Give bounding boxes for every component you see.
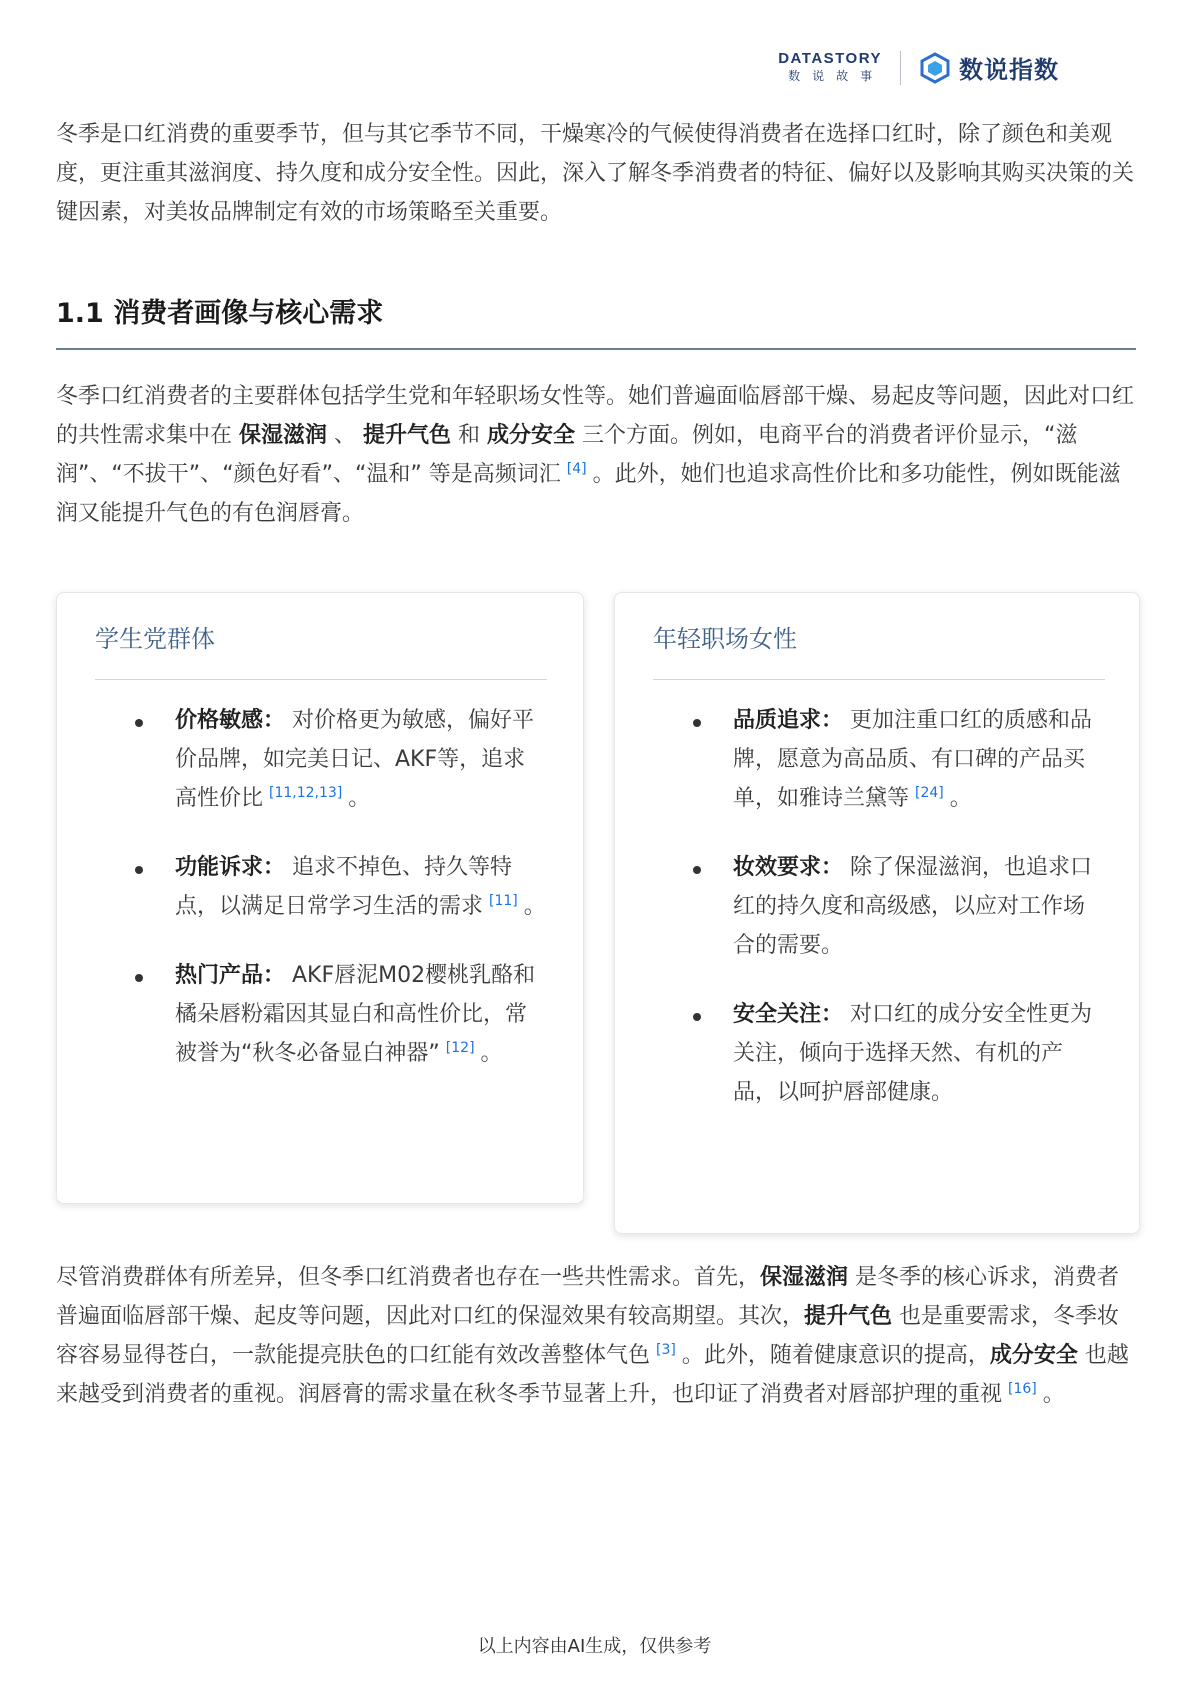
card-title: 年轻职场女性 <box>653 625 797 653</box>
header-divider <box>900 51 901 85</box>
p3-text: 。 <box>1042 1382 1065 1407</box>
item-text: 更加注重口红的质感和品牌，愿意为高品质、有口碑的产品买单，如雅诗兰黛等 <box>733 708 1093 811</box>
card-title: 学生党群体 <box>95 625 215 653</box>
datastory-logo <box>778 49 885 85</box>
p2-text: 。此外，她们也追求高性价比和多功能性，例如既能滋润又能提升气色的有色润唇膏。 <box>56 462 1121 526</box>
datastory-logo-en: DATASTORY <box>778 49 882 67</box>
citation-link[interactable]: [11] <box>489 892 518 909</box>
item-label: 价格敏感： <box>175 708 286 733</box>
page-header <box>778 50 1059 85</box>
p3-bold-complexion: 提升气色 <box>804 1304 893 1329</box>
p3-bold-safety: 成分安全 <box>989 1343 1078 1368</box>
p2-bold-moisturizing: 保湿滋润 <box>239 423 328 448</box>
item-label: 功能诉求： <box>175 855 286 880</box>
bullet-icon <box>693 866 701 874</box>
bullet-icon <box>693 719 701 727</box>
p3-bold-moisturizing: 保湿滋润 <box>760 1265 849 1290</box>
bullet-icon <box>135 866 143 874</box>
item-end: 。 <box>480 1041 503 1066</box>
item-text: AKF唇泥M02樱桃乳酪和橘朵唇粉霜因其显白和高性价比，常被誉为“秋冬必备显白神器” <box>175 963 536 1066</box>
section-title: 1.1 消费者画像与核心需求 <box>56 298 384 329</box>
bullet-icon <box>693 1013 701 1021</box>
p2-bold-complexion: 提升气色 <box>363 423 452 448</box>
p3-text: 。此外，随着健康意识的提高， <box>681 1343 990 1368</box>
card-divider <box>95 679 547 680</box>
citation-link[interactable]: [24] <box>915 784 944 801</box>
item-label: 安全关注： <box>733 1002 844 1027</box>
list-item <box>653 848 1105 965</box>
list-item <box>95 956 547 1073</box>
datastory-logo-cn: 数说故事 <box>788 68 885 83</box>
bullet-icon <box>135 974 143 982</box>
professional-needs-list <box>653 701 1105 1142</box>
list-item <box>95 701 547 818</box>
ai-disclaimer-footer: 以上内容由AI生成，仅供参考 <box>477 1636 712 1657</box>
shushuo-logo-icon <box>919 52 951 84</box>
item-end: 。 <box>348 786 371 811</box>
p3-text: 也是重要需求，冬季妆容容易显得苍白，一款能提亮肤色的口红能有效改善整体气色 <box>56 1304 1120 1368</box>
consumer-groups-paragraph <box>56 377 1136 533</box>
list-item <box>653 995 1105 1112</box>
common-needs-paragraph <box>56 1258 1136 1414</box>
p2-text: 、 <box>327 423 364 448</box>
shushuo-logo <box>919 50 1059 85</box>
item-label: 热门产品： <box>175 963 286 988</box>
item-text: 对价格更为敏感，偏好平价品牌，如完美日记、AKF等，追求高性价比 <box>175 708 535 811</box>
citation-link[interactable]: [16] <box>1008 1380 1037 1397</box>
young-professional-card <box>614 592 1140 1234</box>
item-text: 对口红的成分安全性更为关注，倾向于选择天然、有机的产品，以呵护唇部健康。 <box>733 1002 1093 1105</box>
list-item <box>95 848 547 926</box>
citation-link[interactable]: [3] <box>656 1341 676 1358</box>
citation-link[interactable]: [11,12,13] <box>269 784 343 801</box>
p2-text: 和 <box>451 423 488 448</box>
item-text: 追求不掉色、持久等特点，以满足日常学习生活的需求 <box>175 855 513 919</box>
p3-text: 尽管消费群体有所差异，但冬季口红消费者也存在一些共性需求。首先， <box>56 1265 761 1290</box>
item-text: 除了保湿滋润，也追求口红的持久度和高级感，以应对工作场合的需要。 <box>733 855 1093 958</box>
item-label: 品质追求： <box>733 708 844 733</box>
p3-text: 也越来越受到消费者的重视。润唇膏的需求量在秋冬季节显著上升，也印证了消费者对唇部护理的重视 <box>56 1343 1129 1407</box>
intro-paragraph: 冬季是口红消费的重要季节，但与其它季节不同，干燥寒冷的气候使得消费者在选择口红时，除了颜色和美观度，更注重其滋润度、持久度和成分安全性。因此，深入了解冬季消费者的特征、偏好以及影响其购买决策的关键因素，对美妆品牌制定有效的市场策略至关重要。 <box>56 122 1135 225</box>
p2-text: 三个方面。例如，电商平台的消费者评价显示，“滋润”、“不拔干”、“颜色好看”、“温和” 等是高频词汇 <box>56 423 1078 487</box>
student-needs-list <box>95 701 547 1103</box>
bullet-icon <box>135 719 143 727</box>
card-divider <box>653 679 1105 680</box>
p3-text: 是冬季的核心诉求，消费者普遍面临唇部干燥、起皮等问题，因此对口红的保湿效果有较高期望。其次， <box>56 1265 1120 1329</box>
item-label: 妆效要求： <box>733 855 844 880</box>
citation-link[interactable]: [12] <box>445 1039 475 1056</box>
section-title-rule <box>56 348 1136 350</box>
item-end: 。 <box>523 894 546 919</box>
student-group-card <box>56 592 584 1204</box>
shushuo-logo-text: 数说指数 <box>959 56 1059 84</box>
list-item <box>653 701 1105 818</box>
item-end: 。 <box>949 786 972 811</box>
p2-bold-safety: 成分安全 <box>487 423 576 448</box>
citation-link[interactable]: [4] <box>566 460 587 477</box>
p2-text: 冬季口红消费者的主要群体包括学生党和年轻职场女性等。她们普遍面临唇部干燥、易起皮等问题，因此对口红的共性需求集中在 <box>56 384 1135 448</box>
